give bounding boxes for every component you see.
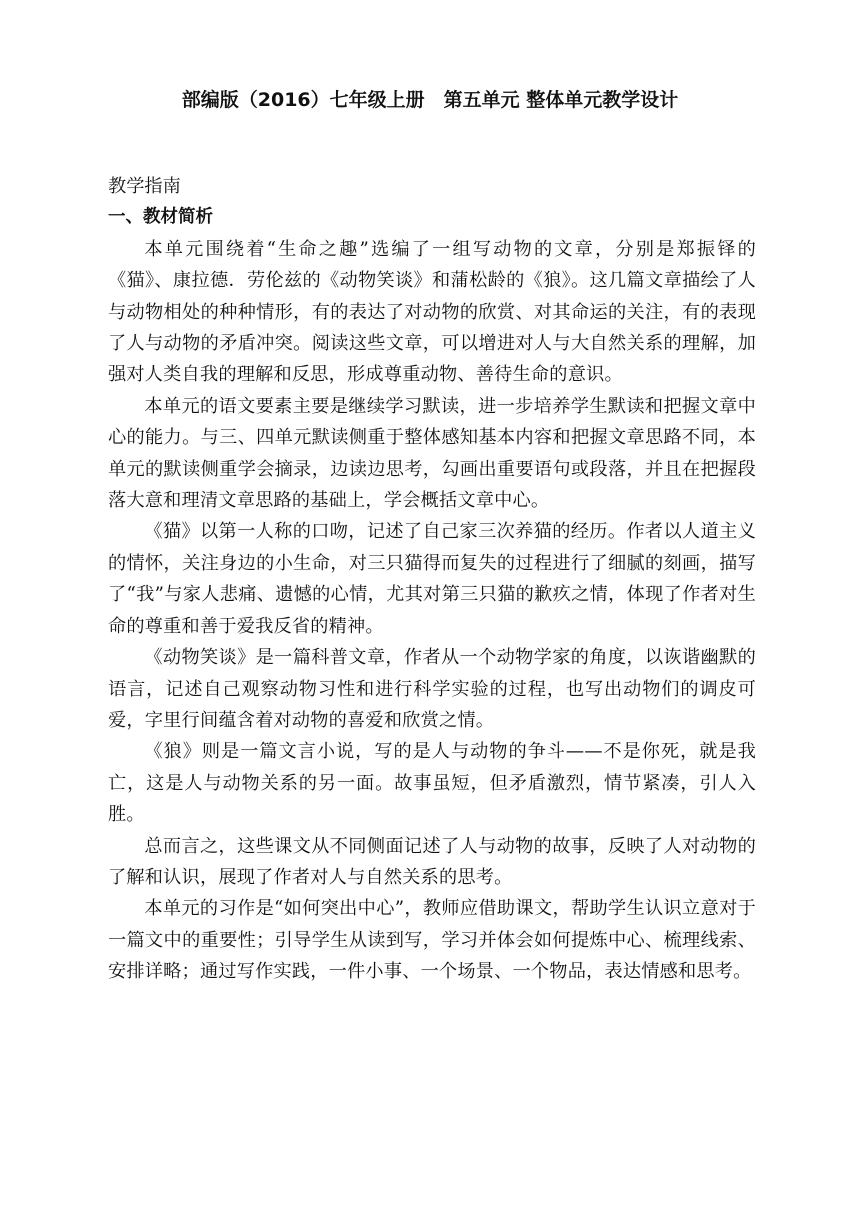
paragraph-language-elements: 本单元的语文要素主要是继续学习默读，进一步培养学生默读和把握文章中心的能力。与三、四单元默读侧重于整体感知基本内容和把握文章思路不同，本单元的默读侧重学会摘录，边读边思考，勾画出重要语句或段落，并且在把握段落大意和理清文章思路的基础上，学会概括文章中心。 <box>108 395 756 512</box>
section-heading-textbook-analysis: 一、教材简析 <box>108 207 213 228</box>
paragraph-unit-overview: 本单元围绕着“生命之趣”选编了一组写动物的文章，分别是郑振铎的《猫》、康拉德．劳伦兹的《动物笑谈》和蒲松龄的《狼》。这几篇文章描绘了人与动物相处的种种情形，有的表达了对动物的欣赏、对其命运的关注，有的表现了人与动物的矛盾冲突。阅读这些文章，可以增进对人与大自然关系的理解，加强对人类自我的理解和反思，形成尊重动物、善待生命的意识。 <box>108 238 756 386</box>
document-body <box>108 171 756 988</box>
paragraph-animal-jokes: 《动物笑谈》是一篇科普文章，作者从一个动物学家的角度，以诙谐幽默的语言，记述自己观察动物习性和进行科学实验的过程，也写出动物们的调皮可爱，字里行间蕴含着对动物的喜爱和欣赏之情。 <box>108 647 756 731</box>
document-title: 部编版（2016）七年级上册 第五单元 整体单元教学设计 <box>181 89 679 111</box>
paragraph-writing-task: 本单元的习作是“如何突出中心”，教师应借助课文，帮助学生认识立意对于一篇文中的重要性；引导学生从读到写，学习并体会如何提炼中心、梳理线索、安排详略；通过写作实践，一件小事、一个场景、一个物品，表达情感和思考。 <box>108 898 756 983</box>
paragraph-wolf: 《狼》则是一篇文言小说，写的是人与动物的争斗——不是你死，就是我亡，这是人与动物关系的另一面。故事虽短，但矛盾激烈，情节紧凑，引人入胜。 <box>108 741 756 826</box>
guide-label: 教学指南 <box>108 176 181 197</box>
paragraph-cat: 《猫》以第一人称的口吻，记述了自己家三次养猫的经历。作者以人道主义的情怀，关注身边的小生命，对三只猫得而复失的过程进行了细腻的刻画，描写了“我”与家人悲痛、遗憾的心情，尤其对第三只猫的歉疚之情，体现了作者对生命的尊重和善于爱我反省的精神。 <box>108 521 756 637</box>
paragraph-summary: 总而言之，这些课文从不同侧面记述了人与动物的故事，反映了人对动物的了解和认识，展现了作者对人与自然关系的思考。 <box>108 835 756 888</box>
